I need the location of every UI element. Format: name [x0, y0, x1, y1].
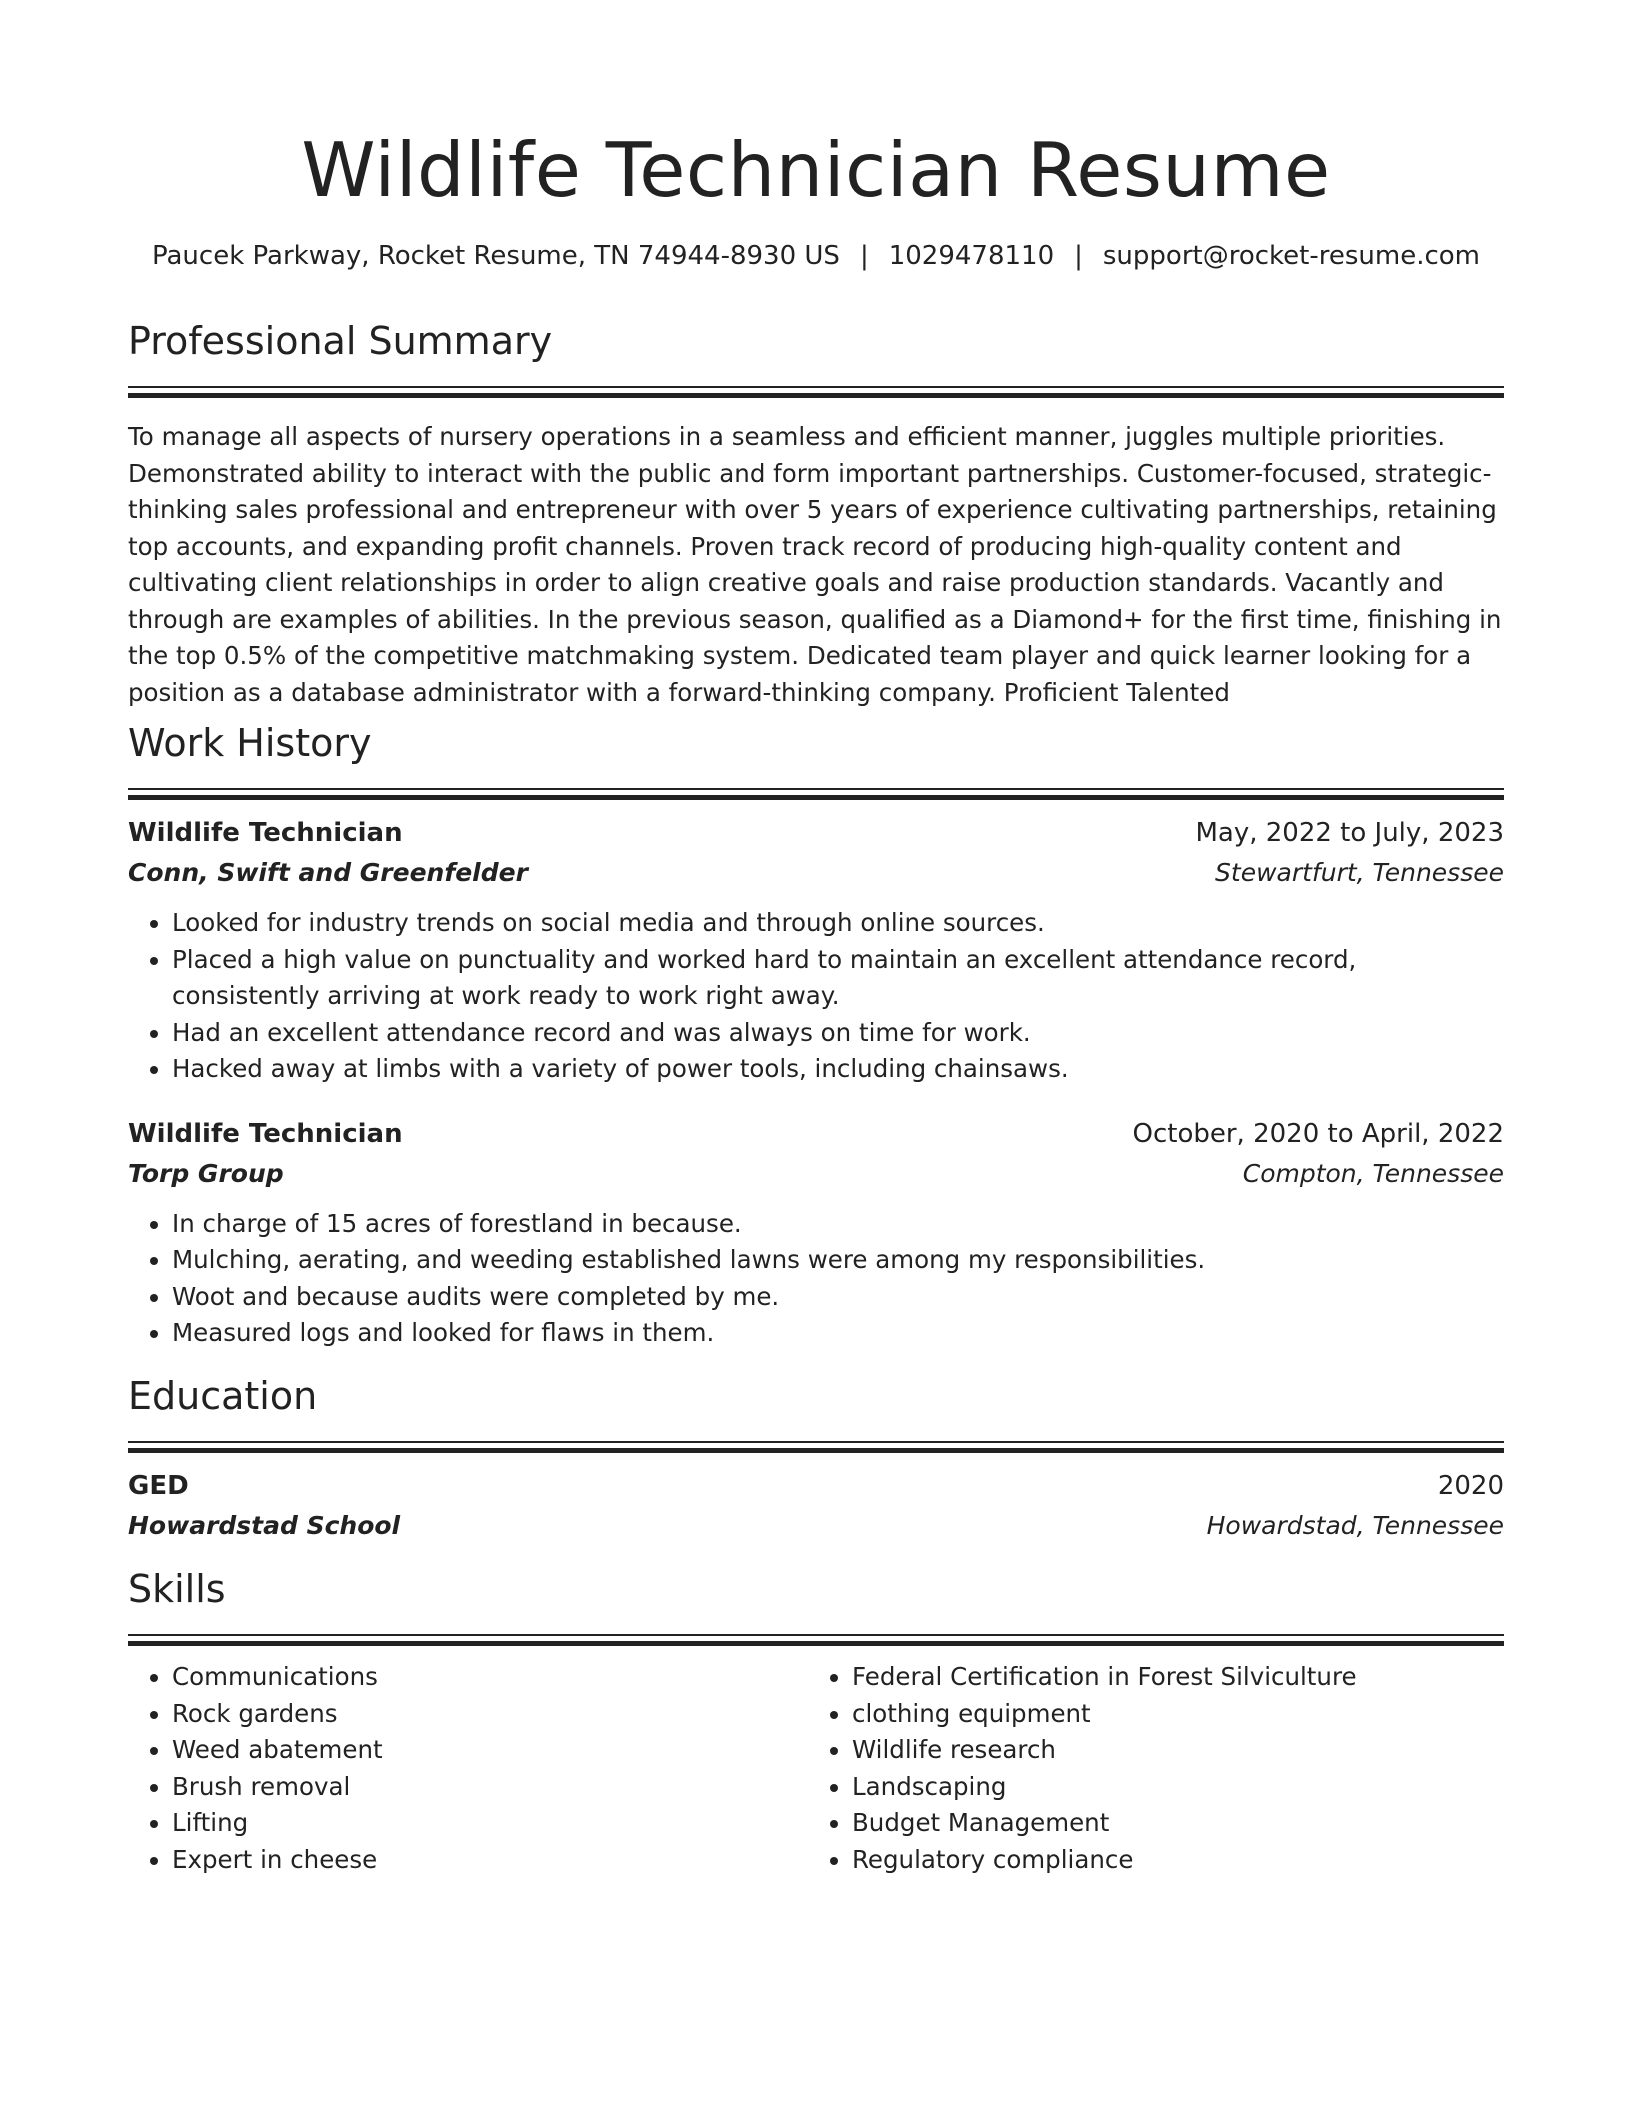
skill-item: • Brush removal	[172, 1769, 808, 1806]
job-title: Wildlife Technician	[128, 818, 403, 848]
job-title: Wildlife Technician	[128, 1118, 403, 1149]
job-dates: May, 2022 to July, 2023	[1195, 818, 1504, 848]
contact-separator: |	[1074, 241, 1083, 271]
job-bullet: • Had an excellent attendance record and was always on time for work.	[172, 1015, 1504, 1052]
contact-email: support@rocket-resume.com	[1102, 241, 1480, 271]
education-degree: GED	[128, 1471, 189, 1501]
contact-address: Paucek Parkway, Rocket Resume, TN 74944-8930 US	[151, 241, 840, 271]
contact-separator: |	[859, 241, 869, 271]
skill-item: • Lifting	[172, 1805, 808, 1842]
job-entry	[128, 813, 1504, 1088]
section-divider	[128, 788, 1504, 799]
work-heading: Work History	[128, 721, 372, 765]
section-divider	[128, 1441, 1504, 1452]
job-bullet: • In charge of 15 acres of forestland in because.	[172, 1206, 1504, 1243]
skills-section	[128, 1564, 1504, 1878]
skills-grid	[128, 1659, 1504, 1878]
contact-line	[128, 238, 1504, 274]
skill-item: • Weed abatement	[172, 1732, 808, 1769]
job-bullet: • Looked for industry trends on social media and through online sources.	[172, 905, 1504, 942]
education-heading: Education	[128, 1374, 318, 1418]
summary-text: To manage all aspects of nursery operations in a seamless and efficient manner, juggles multiple priorities. Demonstrated ability to interact with the public and form important partnerships. Customer-focused, strategic-thinking sales professional and entrepreneur with over 5 years of experience cultivating partnerships, retaining top accounts, and expanding profit channels. Proven track record of producing high-quality content and cultivating client relationships in order to align creative goals and raise production standards. Vacantly and through are examples of abilities. In the previous season, qualified as a Diamond+ for the first time, finishing in the top 0.5% of the competitive matchmaking system. Dedicated team player and quick learner looking for a position as a database administrator with a forward-thinking company. Proficient Talented	[128, 422, 1502, 707]
skills-column-left	[128, 1659, 808, 1878]
job-location: Stewartfurt, Tennessee	[1215, 858, 1504, 887]
summary-heading: Professional Summary	[128, 319, 553, 363]
skill-item: • Communications	[172, 1659, 808, 1696]
skill-item: • Regulatory compliance	[852, 1842, 1488, 1879]
section-divider	[128, 1634, 1504, 1645]
skill-item: • Landscaping	[852, 1769, 1488, 1806]
job-bullet: • Measured logs and looked for flaws in them.	[172, 1315, 1504, 1352]
skill-item: • Budget Management	[852, 1805, 1488, 1842]
education-year: 2020	[1437, 1471, 1504, 1501]
job-bullet: • Mulching, aerating, and weeding established lawns were among my responsibilities.	[172, 1242, 1504, 1279]
job-bullets	[128, 1206, 1504, 1352]
education-section	[128, 1371, 1504, 1546]
job-company: Torp Group	[128, 1158, 284, 1188]
education-school: Howardstad School	[128, 1511, 401, 1540]
skill-item: • Rock gardens	[172, 1696, 808, 1733]
education-entry	[128, 1466, 1504, 1546]
skills-heading: Skills	[128, 1567, 226, 1611]
job-bullet: • Placed a high value on punctuality and worked hard to maintain an excellent attendance record, consistently arriving at work ready to work right away.	[172, 942, 1504, 1015]
skill-item: • Expert in cheese	[172, 1842, 808, 1879]
skills-column-right	[808, 1659, 1488, 1878]
resume-title: Wildlife Technician Resume	[301, 126, 1331, 214]
work-section	[128, 718, 1504, 1352]
skill-item: • clothing equipment	[852, 1696, 1488, 1733]
job-bullet: • Woot and because audits were completed by me.	[172, 1279, 1504, 1316]
job-entry	[128, 1114, 1504, 1352]
section-divider	[128, 386, 1504, 397]
job-bullets	[128, 905, 1504, 1088]
job-bullet: • Hacked away at limbs with a variety of power tools, including chainsaws.	[172, 1051, 1504, 1088]
contact-phone: 1029478110	[888, 241, 1055, 271]
education-location: Howardstad, Tennessee	[1206, 1511, 1504, 1540]
skill-item: • Federal Certification in Forest Silviculture	[852, 1659, 1488, 1696]
job-location: Compton, Tennessee	[1242, 1158, 1504, 1188]
skill-item: • Wildlife research	[852, 1732, 1488, 1769]
job-dates: October, 2020 to April, 2022	[1132, 1118, 1504, 1149]
job-company: Conn, Swift and Greenfelder	[128, 858, 528, 887]
summary-section	[128, 316, 1504, 711]
